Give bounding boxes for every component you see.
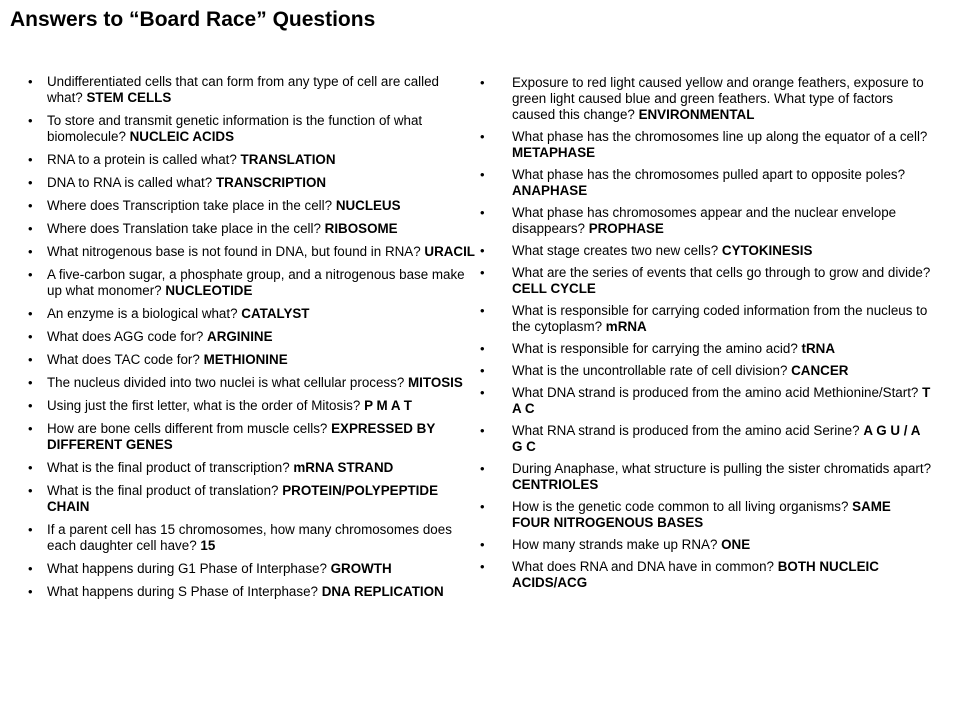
bullet-icon: • bbox=[28, 421, 33, 436]
bullet-icon: • bbox=[28, 267, 33, 282]
answer-text: ONE bbox=[721, 537, 751, 552]
bullet-icon: • bbox=[28, 113, 33, 128]
question-item bbox=[28, 74, 476, 106]
question-item bbox=[28, 329, 476, 345]
question-item bbox=[28, 306, 476, 322]
bullet-icon: • bbox=[28, 329, 33, 344]
question-text: RNA to a protein is called what? bbox=[47, 152, 237, 167]
bullet-icon: • bbox=[28, 375, 33, 390]
question-item bbox=[28, 152, 476, 168]
question-item bbox=[480, 559, 932, 591]
question-text: What nitrogenous base is not found in DNA, but found in RNA? bbox=[47, 244, 421, 259]
question-text: During Anaphase, what structure is pulling the sister chromatids apart? bbox=[512, 461, 932, 476]
question-item bbox=[480, 205, 932, 237]
question-text: What DNA strand is produced from the amino acid Methionine/Start? bbox=[512, 385, 919, 400]
question-item bbox=[28, 460, 476, 476]
question-item bbox=[28, 483, 476, 515]
bullet-icon: • bbox=[480, 303, 485, 318]
answer-text: PROTEIN/POLYPEPTIDE CHAIN bbox=[47, 483, 438, 514]
bullet-icon: • bbox=[480, 243, 485, 258]
question-item bbox=[28, 267, 476, 299]
answer-text: PROPHASE bbox=[588, 221, 664, 236]
bullet-icon: • bbox=[480, 129, 485, 144]
question-text: Where does Translation take place in the cell? bbox=[47, 221, 321, 236]
question-item bbox=[28, 398, 476, 414]
question-text: What are the series of events that cells go through to grow and divide? bbox=[512, 265, 931, 280]
question-item bbox=[28, 522, 476, 554]
answer-text: EXPRESSED BY DIFFERENT GENES bbox=[47, 421, 436, 452]
bullet-icon: • bbox=[28, 398, 33, 413]
answer-text: STEM CELLS bbox=[86, 90, 172, 105]
question-text: What stage creates two new cells? bbox=[512, 243, 719, 258]
bullet-icon: • bbox=[480, 363, 485, 378]
question-item bbox=[28, 561, 476, 577]
question-item bbox=[480, 423, 932, 455]
bullet-icon: • bbox=[480, 265, 485, 280]
answer-text: NUCLEOTIDE bbox=[165, 283, 253, 298]
left-question-list bbox=[28, 74, 476, 607]
question-text: Using just the first letter, what is the order of Mitosis? bbox=[47, 398, 361, 413]
bullet-icon: • bbox=[480, 205, 485, 220]
question-item bbox=[480, 167, 932, 199]
question-item bbox=[28, 584, 476, 600]
answer-text: ENVIRONMENTAL bbox=[638, 107, 755, 122]
answer-text: MITOSIS bbox=[408, 375, 463, 390]
question-item bbox=[28, 221, 476, 237]
answer-text: tRNA bbox=[801, 341, 836, 356]
question-item bbox=[28, 375, 476, 391]
question-item bbox=[480, 341, 932, 357]
question-item bbox=[480, 385, 932, 417]
question-item bbox=[480, 363, 932, 379]
right-question-list bbox=[480, 75, 932, 597]
bullet-icon: • bbox=[28, 244, 33, 259]
bullet-icon: • bbox=[480, 499, 485, 514]
bullet-icon: • bbox=[480, 167, 485, 182]
question-item bbox=[28, 198, 476, 214]
question-text: What does RNA and DNA have in common? bbox=[512, 559, 774, 574]
bullet-icon: • bbox=[28, 522, 33, 537]
question-text: If a parent cell has 15 chromosomes, how many chromosomes does each daughter cell have? bbox=[47, 522, 452, 553]
answer-text: TRANSCRIPTION bbox=[215, 175, 327, 190]
question-item bbox=[480, 537, 932, 553]
question-text: What is the uncontrollable rate of cell division? bbox=[512, 363, 788, 378]
answer-text: ANAPHASE bbox=[512, 183, 588, 198]
question-text: What does TAC code for? bbox=[47, 352, 200, 367]
bullet-icon: • bbox=[28, 352, 33, 367]
question-text: Exposure to red light caused yellow and orange feathers, exposure to green light caused blue and green feathers. What type of factors caused this change? bbox=[512, 75, 924, 122]
question-text: How is the genetic code common to all living organisms? bbox=[512, 499, 849, 514]
question-text: DNA to RNA is called what? bbox=[47, 175, 213, 190]
answer-text: CATALYST bbox=[241, 306, 310, 321]
answer-text: URACIL bbox=[424, 244, 475, 259]
answer-text: mRNA STRAND bbox=[293, 460, 394, 475]
question-text: What RNA strand is produced from the amino acid Serine? bbox=[512, 423, 860, 438]
bullet-icon: • bbox=[28, 152, 33, 167]
bullet-icon: • bbox=[28, 74, 33, 89]
answer-text: BOTH NUCLEIC ACIDS/ACG bbox=[512, 559, 879, 590]
question-text: An enzyme is a biological what? bbox=[47, 306, 238, 321]
question-text: To store and transmit genetic information is the function of what biomolecule? bbox=[47, 113, 423, 144]
answer-text: mRNA bbox=[605, 319, 647, 334]
question-item bbox=[480, 243, 932, 259]
bullet-icon: • bbox=[480, 341, 485, 356]
question-item bbox=[480, 129, 932, 161]
question-item bbox=[480, 303, 932, 335]
question-item bbox=[28, 352, 476, 368]
bullet-icon: • bbox=[28, 198, 33, 213]
answer-text: CELL CYCLE bbox=[512, 281, 596, 296]
page-title: Answers to “Board Race” Questions bbox=[10, 8, 376, 31]
answer-text: SAME FOUR NITROGENOUS BASES bbox=[512, 499, 891, 530]
question-text: What is responsible for carrying coded information from the nucleus to the cytoplasm? bbox=[512, 303, 928, 334]
question-item bbox=[28, 175, 476, 191]
question-item bbox=[480, 75, 932, 123]
answer-text: TRANSLATION bbox=[240, 152, 336, 167]
bullet-icon: • bbox=[28, 561, 33, 576]
bullet-icon: • bbox=[28, 584, 33, 599]
question-text: Undifferentiated cells that can form from any type of cell are called what? bbox=[47, 74, 439, 105]
question-item bbox=[28, 244, 476, 260]
question-text: The nucleus divided into two nuclei is what cellular process? bbox=[47, 375, 405, 390]
bullet-icon: • bbox=[480, 75, 485, 90]
bullet-icon: • bbox=[480, 537, 485, 552]
question-text: What does AGG code for? bbox=[47, 329, 204, 344]
answer-text: NUCLEIC ACIDS bbox=[129, 129, 235, 144]
bullet-icon: • bbox=[28, 483, 33, 498]
bullet-icon: • bbox=[28, 221, 33, 236]
question-text: What phase has the chromosomes pulled apart to opposite poles? bbox=[512, 167, 906, 182]
question-text: What happens during S Phase of Interphase? bbox=[47, 584, 318, 599]
bullet-icon: • bbox=[480, 385, 485, 400]
question-text: What phase has the chromosomes line up along the equator of a cell? bbox=[512, 129, 928, 144]
question-item bbox=[28, 421, 476, 453]
question-text: What happens during G1 Phase of Interphase? bbox=[47, 561, 327, 576]
answer-text: CYTOKINESIS bbox=[721, 243, 813, 258]
question-text: What is responsible for carrying the amino acid? bbox=[512, 341, 798, 356]
bullet-icon: • bbox=[480, 461, 485, 476]
answer-text: ARGININE bbox=[207, 329, 273, 344]
question-text: How are bone cells different from muscle cells? bbox=[47, 421, 328, 436]
question-item bbox=[480, 461, 932, 493]
answer-text: T A C bbox=[512, 385, 931, 416]
question-item bbox=[480, 499, 932, 531]
bullet-icon: • bbox=[28, 460, 33, 475]
question-text: How many strands make up RNA? bbox=[512, 537, 718, 552]
bullet-icon: • bbox=[28, 306, 33, 321]
answer-text: P M A T bbox=[364, 398, 412, 413]
question-text: A five-carbon sugar, a phosphate group, and a nitrogenous base make up what monomer? bbox=[47, 267, 465, 298]
bullet-icon: • bbox=[28, 175, 33, 190]
answer-text: CENTRIOLES bbox=[512, 477, 599, 492]
answer-text: CANCER bbox=[791, 363, 849, 378]
answer-text: METHIONINE bbox=[203, 352, 288, 367]
question-item bbox=[480, 265, 932, 297]
answer-text: RIBOSOME bbox=[324, 221, 398, 236]
answer-text: METAPHASE bbox=[512, 145, 596, 160]
bullet-icon: • bbox=[480, 423, 485, 438]
bullet-icon: • bbox=[480, 559, 485, 574]
question-text: Where does Transcription take place in the cell? bbox=[47, 198, 333, 213]
answer-text: A G U / A G C bbox=[512, 423, 920, 454]
question-text: What is the final product of translation? bbox=[47, 483, 279, 498]
answer-text: 15 bbox=[200, 538, 216, 553]
question-item bbox=[28, 113, 476, 145]
answer-text: NUCLEUS bbox=[335, 198, 401, 213]
answer-text: DNA REPLICATION bbox=[321, 584, 444, 599]
question-text: What is the final product of transcription? bbox=[47, 460, 290, 475]
answer-text: GROWTH bbox=[330, 561, 392, 576]
question-text: What phase has chromosomes appear and the nuclear envelope disappears? bbox=[512, 205, 897, 236]
